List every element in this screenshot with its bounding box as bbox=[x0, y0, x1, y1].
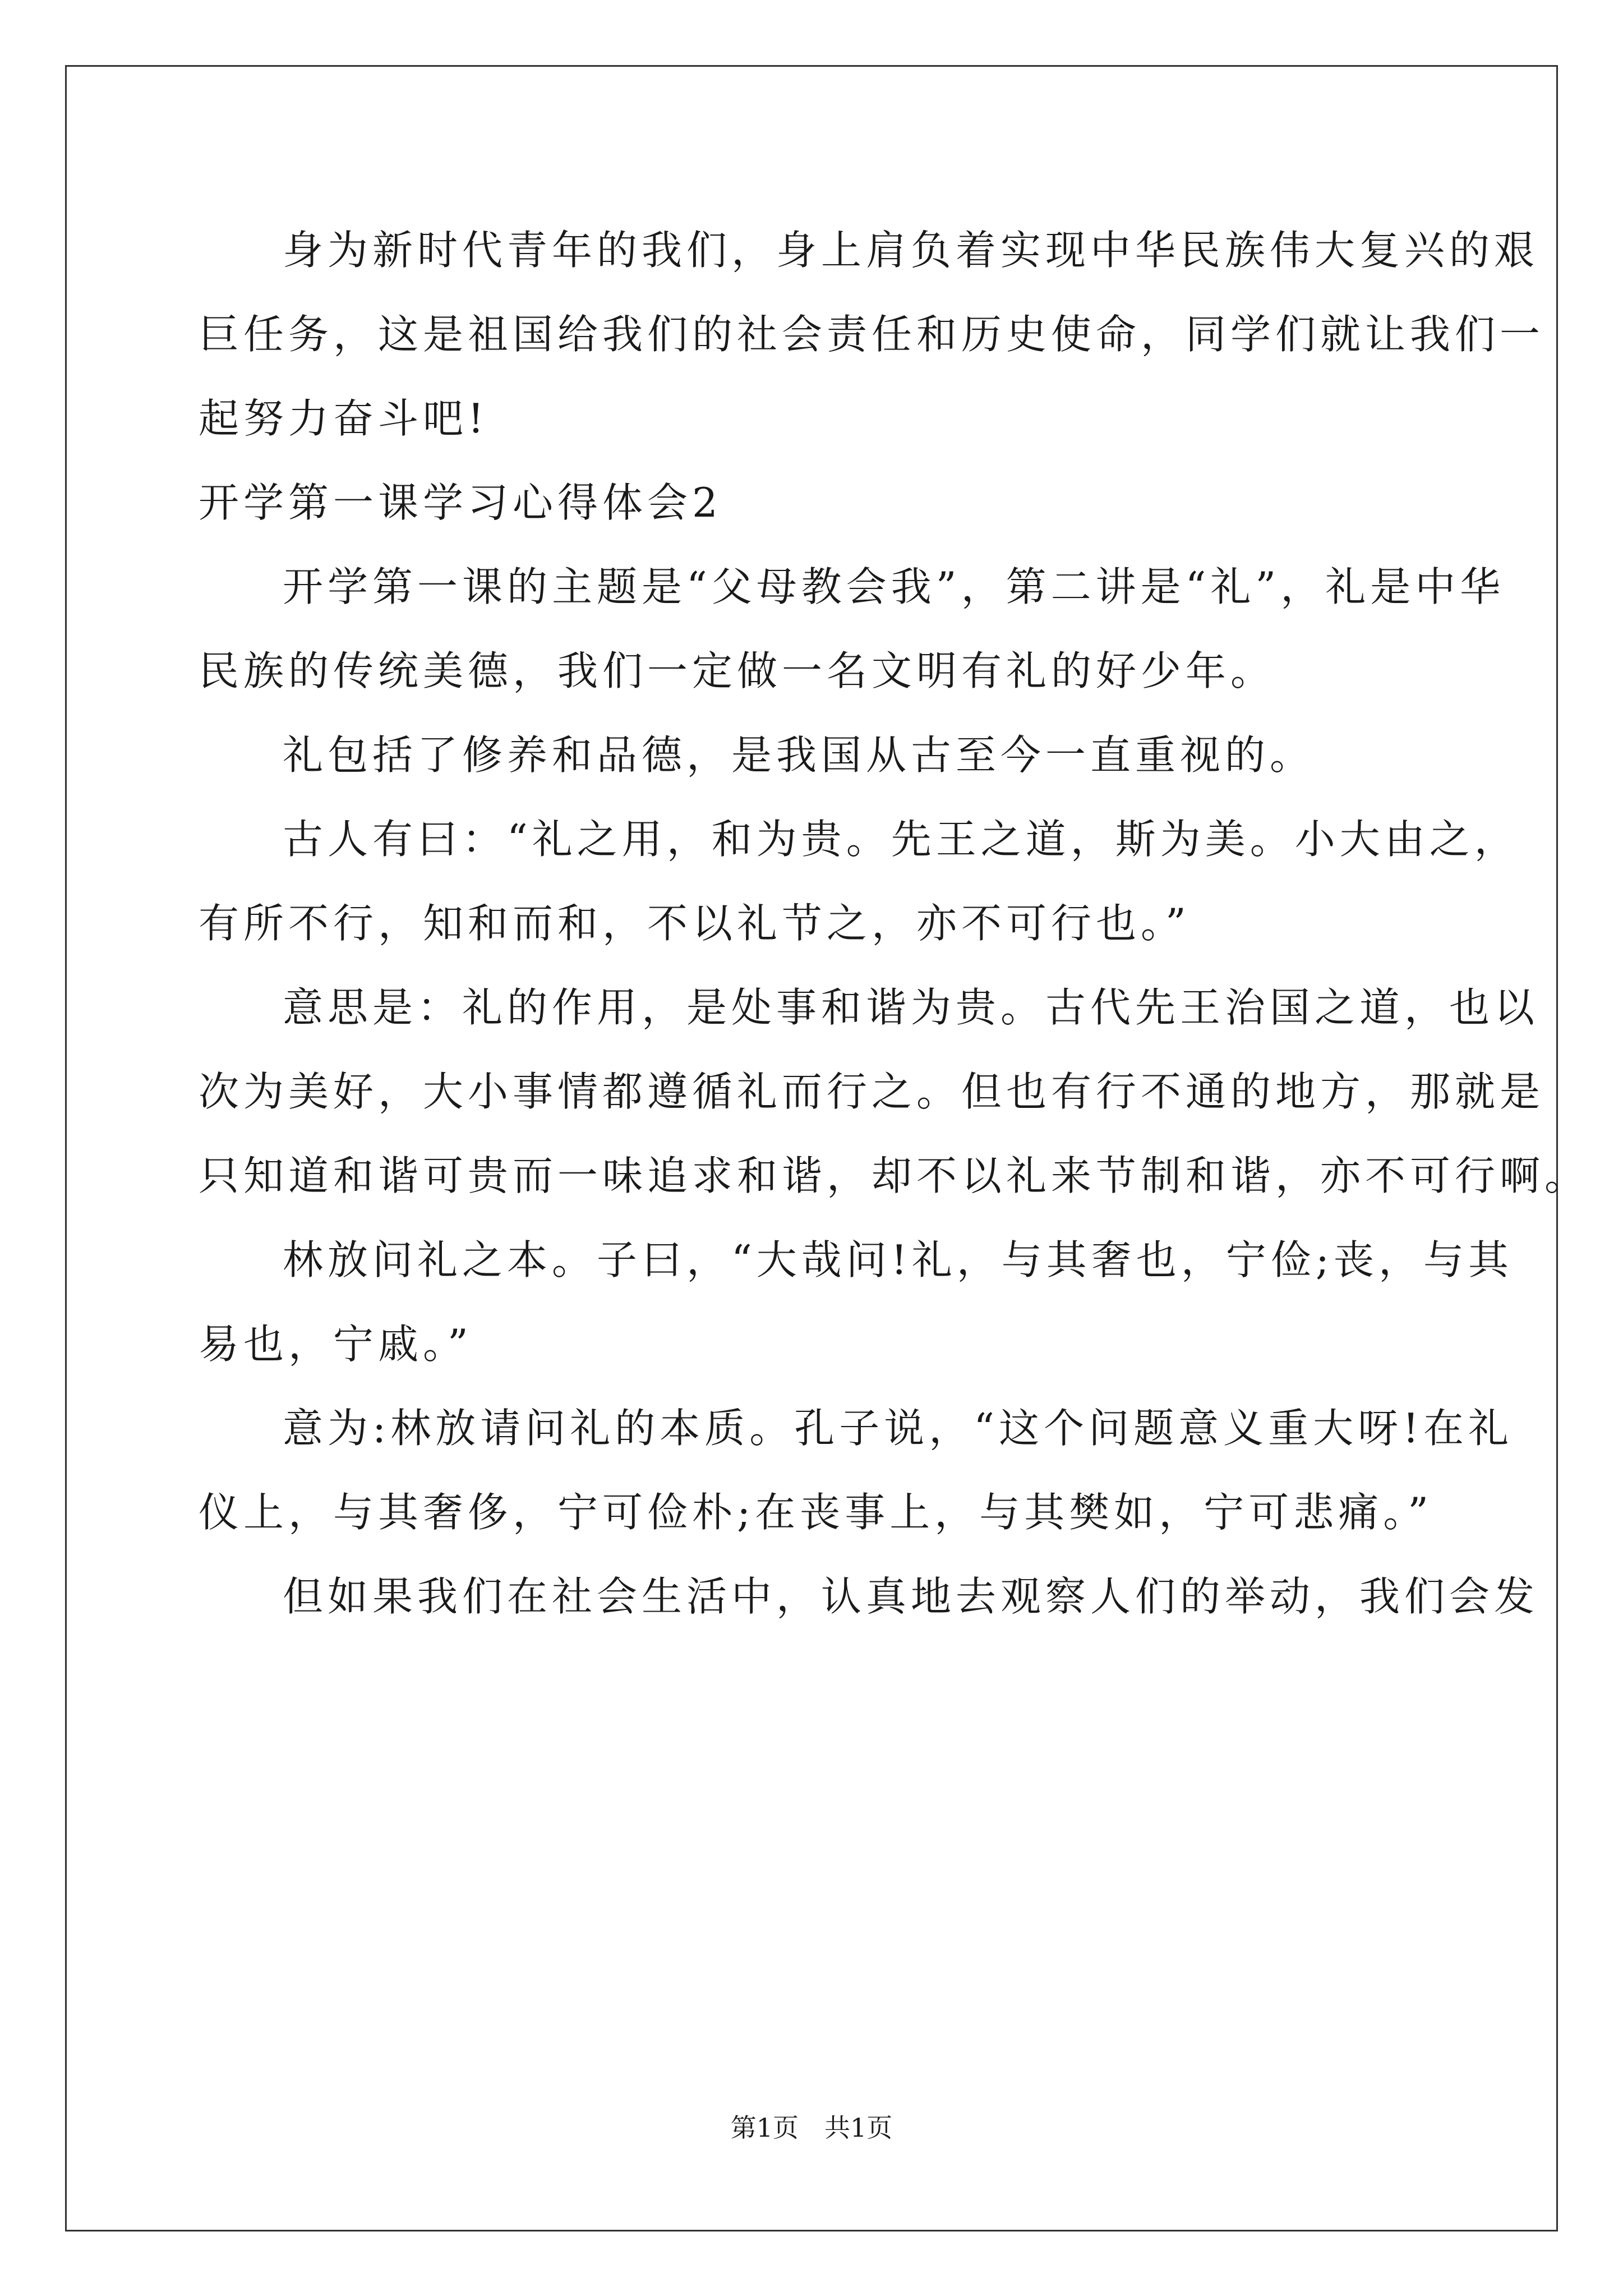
paragraph-line: 仪上，与其奢侈，宁可俭朴;在丧事上，与其樊如，宁可悲痛。” bbox=[199, 1489, 1433, 1536]
paragraph-line: 起努力奋斗吧! bbox=[199, 395, 488, 442]
page-footer: 第1页 共1页 bbox=[730, 2113, 893, 2143]
paragraph-line: 巨任务，这是祖国给我们的社会责任和历史使命，同学们就让我们一 bbox=[199, 311, 1545, 358]
paragraph-line: 有所不行，知和而和，不以礼节之，亦不可行也。” bbox=[199, 900, 1191, 947]
paragraph-line: 意思是：礼的作用，是处事和谐为贵。古代先王治国之道，也以 bbox=[283, 984, 1539, 1031]
paragraph-line: 意为:林放请问礼的本质。孔子说，“这个问题意义重大呀!在礼 bbox=[283, 1405, 1514, 1452]
paragraph-line: 只知道和谐可贵而一味追求和谐，却不以礼来节制和谐，亦不可行啊。 bbox=[199, 1152, 1590, 1199]
page-border bbox=[65, 65, 1558, 2231]
paragraph-line: 古人有曰：“礼之用，和为贵。先王之道，斯为美。小大由之， bbox=[283, 816, 1519, 863]
paragraph-line: 林放问礼之本。子曰，“大哉问!礼，与其奢也，宁俭;丧，与其 bbox=[283, 1236, 1514, 1283]
section-heading: 开学第一课学习心得体会2 bbox=[199, 479, 722, 526]
paragraph-line: 身为新时代青年的我们，身上肩负着实现中华民族伟大复兴的艰 bbox=[283, 227, 1539, 274]
paragraph-line: 次为美好，大小事情都遵循礼而行之。但也有行不通的地方，那就是 bbox=[199, 1068, 1545, 1115]
paragraph-line: 民族的传统美德，我们一定做一名文明有礼的好少年。 bbox=[199, 647, 1276, 694]
paragraph-line: 但如果我们在社会生活中，认真地去观察人们的举动，我们会发 bbox=[283, 1573, 1539, 1620]
paragraph-line: 礼包括了修养和品德，是我国从古至今一直重视的。 bbox=[283, 731, 1315, 779]
paragraph-line: 开学第一课的主题是“父母教会我”，第二讲是“礼”，礼是中华 bbox=[283, 563, 1505, 610]
paragraph-line: 易也，宁戚。” bbox=[199, 1320, 473, 1368]
